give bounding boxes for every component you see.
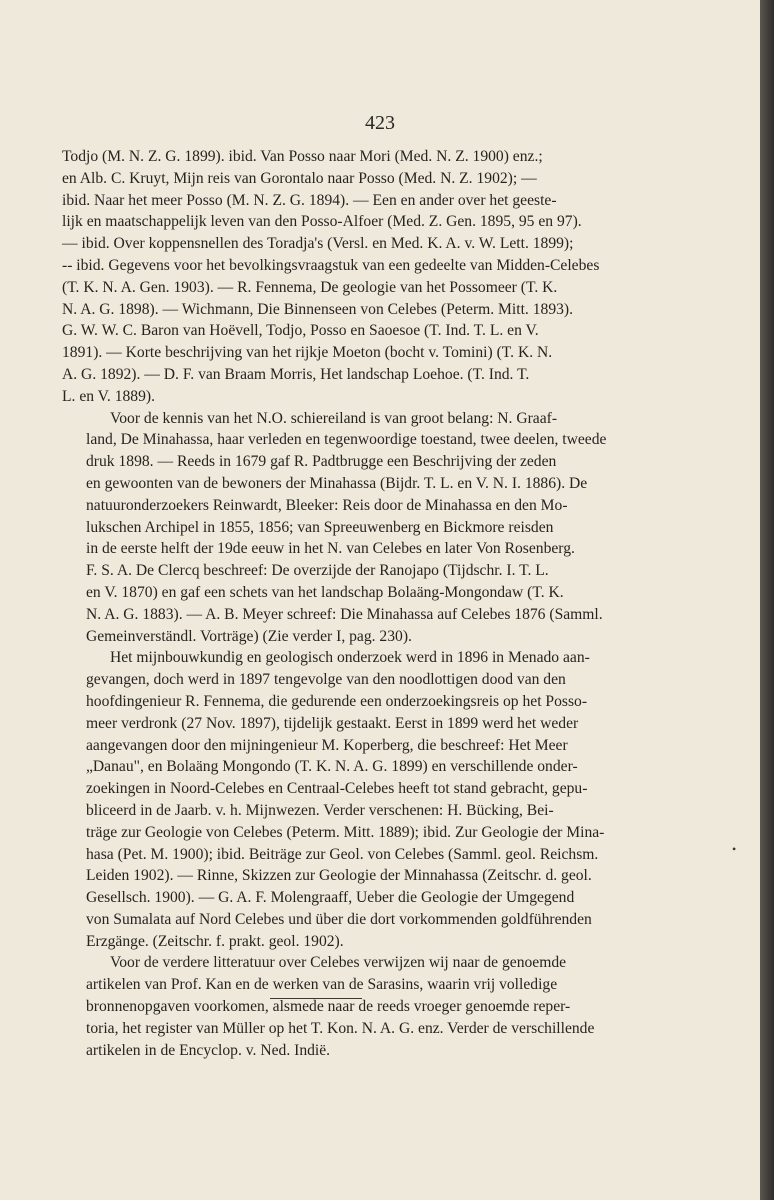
paragraph-further-literature xyxy=(62,952,706,1061)
text-line: en V. 1870) en gaf een schets van het landschap Bolaäng-Mongondaw (T. K. xyxy=(86,583,564,601)
text-line: A. G. 1892). — D. F. van Braam Morris, Het landschap Loehoe. (T. Ind. T. xyxy=(62,365,530,383)
text-line: -- ibid. Gegevens voor het bevolkingsvraagstuk van een gedeelte van Midden-Celebes xyxy=(62,256,600,274)
text-line: en Alb. C. Kruyt, Mijn reis van Gorontalo naar Posso (Med. N. Z. 1902); — xyxy=(62,169,537,187)
text-line: N. A. G. 1898). — Wichmann, Die Binnenseen von Celebes (Peterm. Mitt. 1893). xyxy=(62,300,573,318)
section-rule xyxy=(270,998,362,999)
text-line: druk 1898. — Reeds in 1679 gaf R. Padtbrugge een Beschrijving der zeden xyxy=(86,453,557,471)
paragraph-minahassa xyxy=(62,408,706,648)
text-line: aangevangen door den mijningenieur M. Koperberg, die beschreef: Het Meer xyxy=(86,736,568,754)
body-text xyxy=(62,146,706,1061)
text-line: ibid. Naar het meer Posso (M. N. Z. G. 1894). — Een en ander over het geeste- xyxy=(62,191,557,209)
text-line: meer verdronk (27 Nov. 1897), tijdelijk gestaakt. Eerst in 1899 werd het weder xyxy=(86,714,579,732)
text-line: zoekingen in Noord-Celebes en Centraal-Celebes heeft tot stand gebracht, gepu- xyxy=(86,780,588,798)
margin-mark: • xyxy=(732,842,737,856)
text-line: in de eerste helft der 19de eeuw in het N. van Celebes en later Von Rosenberg. xyxy=(86,540,575,558)
text-line: hoofdingenieur R. Fennema, die gedurende een onderzoekingsreis op het Posso- xyxy=(86,692,588,710)
text-line: Erzgänge. (Zeitschr. f. prakt. geol. 1902). xyxy=(86,932,344,950)
text-line: „Danau", en Bolaäng Mongondo (T. K. N. A. G. 1899) en verschillende onder- xyxy=(86,758,578,776)
text-line: hasa (Pet. M. 1900); ibid. Beiträge zur Geol. von Celebes (Samml. geol. Reichsm. xyxy=(86,845,599,863)
page-number: 423 xyxy=(365,112,395,134)
text-line: artikelen in de Encyclop. v. Ned. Indië. xyxy=(86,1041,331,1059)
text-line: träge zur Geologie von Celebes (Peterm. Mitt. 1889); ibid. Zur Geologie der Mina- xyxy=(86,823,605,841)
text-line: Gesellsch. 1900). — G. A. F. Molengraaff, Ueber die Geologie der Umgegend xyxy=(86,889,575,907)
paragraph-geology xyxy=(62,647,706,952)
text-line: en gewoonten van de bewoners der Minahassa (Bijdr. T. L. en V. N. I. 1886). De xyxy=(86,474,588,492)
text-line: von Sumalata auf Nord Celebes und über die dort vorkommenden goldführenden xyxy=(86,910,592,928)
text-line: Leiden 1902). — Rinne, Skizzen zur Geologie der Minnahassa (Zeitschr. d. geol. xyxy=(86,867,592,885)
text-line: bliceerd in de Jaarb. v. h. Mijnwezen. Verder verschenen: H. Bücking, Bei- xyxy=(86,801,554,819)
text-line: Voor de verdere litteratuur over Celebes verwijzen wij naar de genoemde xyxy=(110,954,567,972)
text-line: G. W. W. C. Baron van Hoëvell, Todjo, Posso en Saoesoe (T. Ind. T. L. en V. xyxy=(62,322,539,340)
text-line: Gemeinverständl. Vorträge) (Zie verder I, pag. 230). xyxy=(86,627,412,645)
text-line: gevangen, doch werd in 1897 tengevolge van den noodlottigen dood van den xyxy=(86,671,566,689)
text-line: (T. K. N. A. Gen. 1903). — R. Fennema, De geologie van het Possomeer (T. K. xyxy=(62,278,558,296)
text-line: artikelen van Prof. Kan en de werken van de Sarasins, waarin vrij volledige xyxy=(86,976,558,994)
text-line: L. en V. 1889). xyxy=(62,387,155,405)
text-line: toria, het register van Müller op het T. Kon. N. A. G. enz. Verder de verschillende xyxy=(86,1019,595,1037)
text-line: bronnenopgaven voorkomen, alsmede naar de reeds vroeger genoemde reper- xyxy=(86,998,571,1016)
text-line: 1891). — Korte beschrijving van het rijkje Moeton (bocht v. Tomini) (T. K. N. xyxy=(62,344,553,362)
text-line: Voor de kennis van het N.O. schiereiland is van groot belang: N. Graaf- xyxy=(110,409,558,427)
book-gutter xyxy=(760,0,774,1200)
text-line: Todjo (M. N. Z. G. 1899). ibid. Van Posso naar Mori (Med. N. Z. 1900) enz.; xyxy=(62,148,543,165)
text-line: lukschen Archipel in 1855, 1856; van Spreeuwenberg en Bickmore reisden xyxy=(86,518,554,536)
text-line: F. S. A. De Clercq beschreef: De overzijde der Ranojapo (Tijdschr. I. T. L. xyxy=(86,562,549,580)
text-line: natuuronderzoekers Reinwardt, Bleeker: Reis door de Minahassa en den Mo- xyxy=(86,496,568,514)
text-line: land, De Minahassa, haar verleden en tegenwoordige toestand, twee deelen, tweede xyxy=(86,431,607,449)
paragraph-references-posso xyxy=(62,146,706,408)
text-line: lijk en maatschappelijk leven van den Posso-Alfoer (Med. Z. Gen. 1895, 95 en 97). xyxy=(62,213,582,231)
text-line: — ibid. Over koppensnellen des Toradja's (Versl. en Med. K. A. v. W. Lett. 1899); xyxy=(62,235,574,253)
text-line: Het mijnbouwkundig en geologisch onderzoek werd in 1896 in Menado aan- xyxy=(110,649,590,667)
text-line: N. A. G. 1883). — A. B. Meyer schreef: Die Minahassa auf Celebes 1876 (Samml. xyxy=(86,605,603,623)
